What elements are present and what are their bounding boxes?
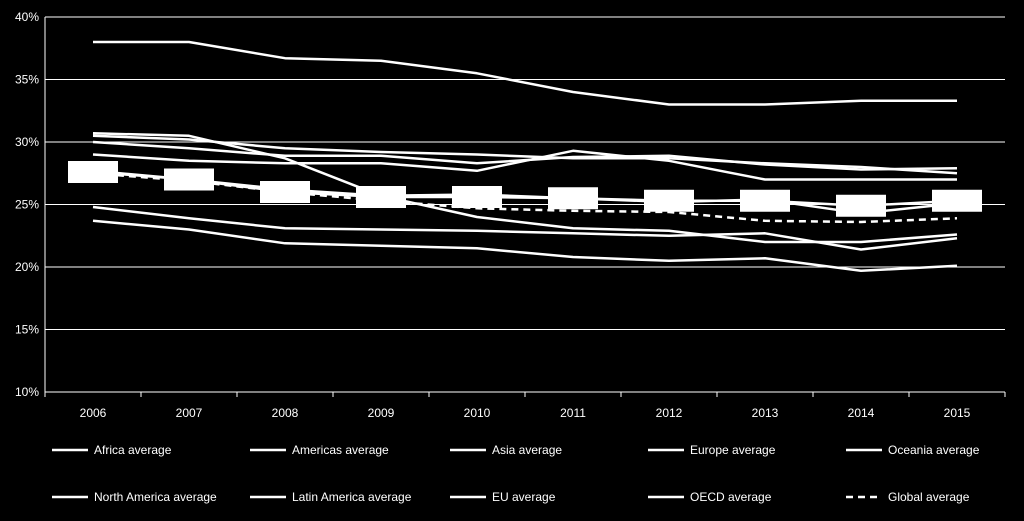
oecd-marker: [644, 190, 694, 212]
oecd-marker: [548, 187, 598, 209]
series-line-americas-average: [93, 133, 957, 242]
x-tick-label: 2015: [943, 406, 971, 420]
oecd-marker: [68, 161, 118, 183]
legend-label: Global average: [888, 490, 970, 504]
series-line-eu-average: [93, 221, 957, 271]
series-line-latin-america-average: [93, 207, 957, 250]
oecd-marker: [452, 186, 502, 208]
x-tick-label: 2007: [175, 406, 203, 420]
y-tick-label: 30%: [14, 135, 39, 149]
oecd-marker: [356, 186, 406, 208]
x-tick-label: 2006: [79, 406, 107, 420]
legend-label: Africa average: [94, 443, 172, 457]
oecd-marker: [932, 190, 982, 212]
y-tick-label: 25%: [14, 197, 39, 212]
y-tick-label: 10%: [14, 385, 39, 399]
x-tick-label: 2009: [367, 406, 395, 420]
legend-label: North America average: [94, 490, 217, 504]
legend-label: OECD average: [690, 490, 772, 504]
legend-label: Asia average: [492, 443, 563, 457]
oecd-marker: [260, 181, 310, 203]
y-tick-label: 20%: [14, 260, 39, 274]
series-line-oecd-average: [93, 172, 957, 206]
oecd-marker: [836, 195, 886, 217]
y-tick-label: 40%: [14, 10, 39, 24]
series-line-africa-average: [93, 42, 957, 105]
legend-label: Americas average: [292, 443, 389, 457]
x-tick-label: 2012: [655, 406, 683, 420]
x-tick-label: 2014: [847, 406, 875, 420]
x-tick-label: 2011: [560, 406, 586, 420]
legend-label: Europe average: [690, 443, 776, 457]
legend-label: Oceania average: [888, 443, 980, 457]
series-line-north-america-average: [93, 171, 957, 214]
x-tick-label: 2013: [751, 406, 779, 420]
oecd-marker: [740, 190, 790, 212]
x-tick-label: 2010: [463, 406, 491, 420]
legend-label: Latin America average: [292, 490, 412, 504]
oecd-marker: [164, 169, 214, 191]
y-tick-label: 35%: [14, 72, 39, 87]
legend-label: EU average: [492, 490, 556, 504]
y-tick-label: 15%: [14, 322, 39, 337]
x-tick-label: 2008: [271, 406, 299, 420]
